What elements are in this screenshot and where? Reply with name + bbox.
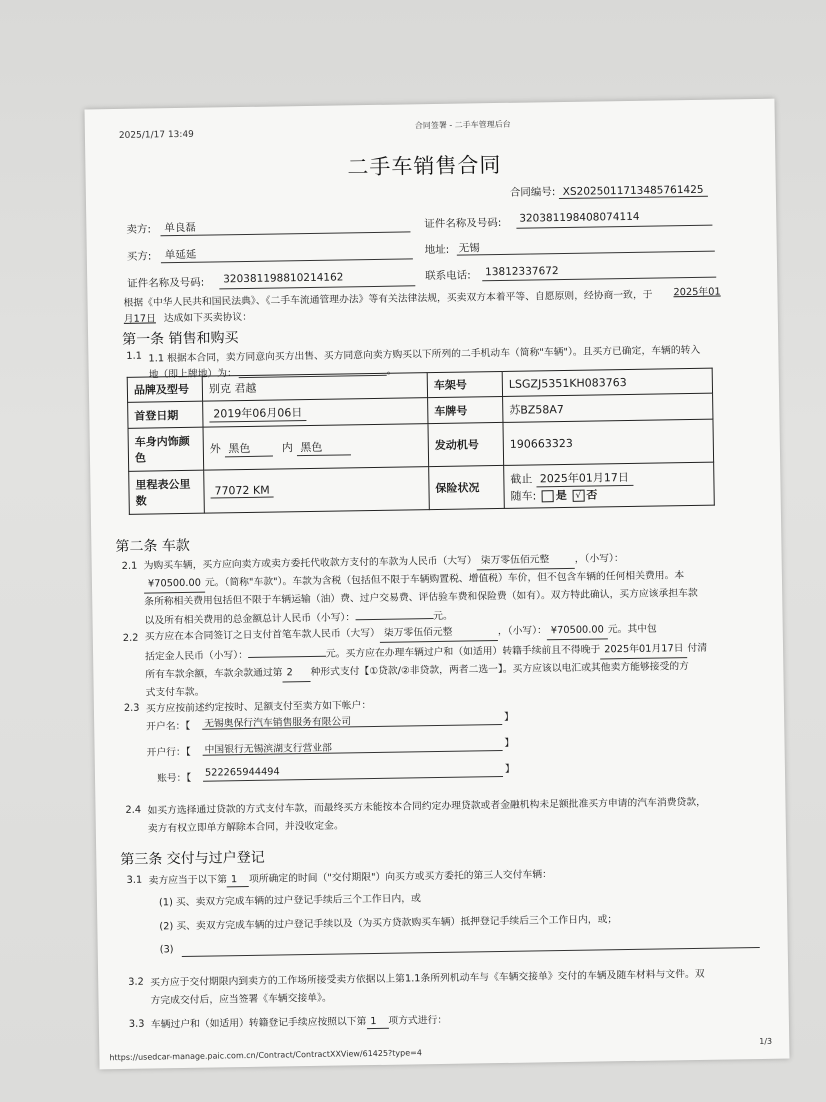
seller-id-number: 320381198408074114 bbox=[519, 210, 640, 225]
clause-2-2-e: 元。买方应在办理车辆过户和（如适用）转籍手续前且不得晚于 bbox=[325, 644, 601, 660]
clause-2-2-b: ，（小写）： bbox=[497, 625, 547, 638]
account-number: 522265944494 bbox=[204, 766, 280, 779]
clause-3-2-text-2: 方完成交付后，应当签署《车辆交接单》。 bbox=[150, 992, 332, 1007]
clause-2-1-d: 条所称相关费用包括但不限于车辆运输（油）费、过户交易费、评估验车费和保险费（如有）。双方特此确认，买方应该承担车款 bbox=[144, 587, 698, 608]
plate-label: 车牌号 bbox=[428, 396, 503, 423]
clause-2-1-b: ，（小写）： bbox=[574, 553, 624, 565]
table-row bbox=[129, 462, 715, 514]
seller-id-underline bbox=[516, 225, 712, 229]
clause-2-4-text: 如买方选择通过贷款的方式支付车款，而最终买方未能按本合同约定办理贷款或者金融机构未足额批准买方申请的汽车消费贷款， bbox=[147, 796, 706, 817]
preamble-date-2: 月17日 bbox=[123, 313, 156, 325]
delivery-option-2: (2) 买、卖双方完成车辆的过户登记手续以及（为买方贷款购买车辆）抵押登记手续后三个工作日内，或； bbox=[159, 914, 618, 933]
clause-2-2-i: 式支付车款。 bbox=[145, 686, 205, 699]
insurance-cell bbox=[504, 462, 715, 508]
account-name-close: 】 bbox=[504, 711, 514, 723]
clause-2-1-f: 元。 bbox=[433, 610, 453, 623]
reg-date-label: 首登日期 bbox=[128, 401, 203, 428]
contract-number-label: 合同编号: bbox=[509, 186, 556, 199]
footer-url: https://usedcar-manage.paic.com.cn/Contract/ContractXXView/61425?type=4 bbox=[109, 1048, 422, 1063]
clause-3-1-b: 项所确定的时间（"交付期限"）向买方或买方委托的第三人交付车辆： bbox=[248, 869, 552, 885]
exterior-color: 黑色 bbox=[224, 439, 272, 457]
clause-2-1-e: 以及所有相关费用的总金额总计人民币（小写）： bbox=[144, 612, 356, 627]
engine-value: 190663323 bbox=[503, 419, 714, 465]
vin-label: 车架号 bbox=[427, 371, 502, 397]
buyer-phone-label: 联系电话: bbox=[425, 269, 471, 283]
deposit-blank bbox=[248, 644, 326, 658]
seller-id-label: 证件名称及号码: bbox=[424, 216, 502, 231]
mileage-value: 77072 KM bbox=[210, 484, 273, 499]
insurance-label: 保险状况 bbox=[429, 465, 505, 509]
buyer-phone: 13812337672 bbox=[485, 265, 559, 279]
clause-2-4-text-2: 卖方有权立即单方解除本合同，并没收定金。 bbox=[147, 820, 344, 835]
payment-option: 2 bbox=[282, 664, 310, 682]
clause-2-2-f: 付清 bbox=[687, 642, 708, 655]
account-name: 无锡奥保行汽车销售服务有限公司 bbox=[204, 716, 352, 730]
plate-value: 苏BZ58A7 bbox=[503, 393, 713, 422]
contract-number-value: XS2025011713485761425 bbox=[559, 184, 708, 199]
no-checkbox: √ bbox=[572, 489, 584, 501]
brand-value: 别克 君越 bbox=[202, 373, 427, 402]
contract-number bbox=[510, 182, 708, 200]
clause-2-2-a: 买方应在本合同签订之日支付首笔车款人民币（大写） bbox=[144, 627, 380, 643]
insurance-until-label: 截止 bbox=[510, 471, 533, 486]
clause-3-3-a: 车辆过户和（如适用）转籍登记手续应按照以下第 bbox=[150, 1016, 367, 1031]
print-datetime: 2025/1/17 13:49 bbox=[118, 129, 194, 141]
seller-name-underline bbox=[160, 231, 410, 236]
vin-value: LSGZJ5351KH083763 bbox=[502, 368, 712, 396]
price-lower: ¥70500.00 bbox=[144, 575, 205, 594]
clause-3-2-text: 买方应于交付期限内到卖方的工作场所接受卖方依据以上第1.1条所列机动车与《车辆交接单》交付的车辆及随车材料与文件。双 bbox=[150, 968, 705, 989]
first-pay-lower: ¥70500.00 bbox=[547, 621, 608, 640]
price-upper: 柒万零伍佰元整 bbox=[477, 551, 575, 571]
preamble-text: 根据《中华人民共和国民法典》、《二手车流通管理办法》等有关法律法规，买卖双方本着平等、自愿原则，经协商一致，于 bbox=[123, 289, 653, 309]
interior-label: 内 bbox=[281, 440, 293, 454]
buyer-address: 无锡 bbox=[458, 242, 480, 255]
clause-3-1-text bbox=[148, 866, 551, 888]
exterior-label: 外 bbox=[209, 441, 221, 456]
interior-color: 黑色 bbox=[296, 438, 350, 456]
color-label: 车身内饰颜色 bbox=[128, 427, 204, 471]
clause-2-1-a: 为购买车辆，买方应向卖方或卖方委托代收款方支付的车款为人民币（大写） bbox=[143, 555, 477, 572]
delivery-option-3-underline bbox=[182, 947, 760, 957]
account-number-close: 】 bbox=[504, 763, 515, 775]
clause-1-1-text: 1.1 根据本合同，卖方同意向买方出售、买方同意向卖方购买以下所列的二手机动车（简称"车辆"）。且买方已确定，车辆的转入 bbox=[148, 344, 701, 365]
color-cell bbox=[203, 424, 429, 471]
reg-date-value: 2019年06月06日 bbox=[209, 404, 306, 423]
bank-label: 开户行：【 bbox=[146, 746, 191, 759]
clause-2-2-g: 所有车款余额，车款余款通过第 bbox=[145, 667, 283, 681]
delivery-option: 1 bbox=[227, 874, 249, 887]
seller-label: 卖方: bbox=[126, 223, 152, 236]
mileage-label: 里程表公里数 bbox=[129, 470, 205, 514]
insurance-until-date: 2025年01月17日 bbox=[536, 468, 633, 487]
seller-name: 单良磊 bbox=[164, 221, 196, 235]
document-title: 二手车销售合同 bbox=[347, 152, 502, 180]
buyer-address-underline bbox=[457, 251, 715, 256]
total-amount-blank bbox=[355, 606, 433, 620]
with-car bbox=[510, 484, 707, 503]
buyer-name: 单延延 bbox=[164, 248, 197, 262]
yes-label: 是 bbox=[555, 488, 567, 502]
clause-2-1-text bbox=[144, 548, 757, 630]
article-1-title: 第一条 销售和购买 bbox=[122, 330, 239, 348]
buyer-id-number: 320381198810214162 bbox=[223, 271, 344, 286]
no-label: 否 bbox=[586, 487, 598, 502]
clause-1-1-text-2: 地（即上牌地）为： bbox=[148, 368, 237, 381]
buyer-id-label: 证件名称及号码: bbox=[127, 276, 205, 290]
clause-2-1-c: 元。（简称"车款"）。车款为含税（包括但不限于车辆购置税、增值税）车价，但不包含车辆的任何相关费用。本 bbox=[204, 570, 685, 589]
clause-3-1-a: 卖方应当于以下第 bbox=[148, 874, 228, 887]
clause-2-2-text bbox=[145, 619, 758, 702]
clause-3-3-b: 项方式进行： bbox=[388, 1014, 448, 1027]
bank-name: 中国银行无锡滨湖支行营业部 bbox=[204, 742, 333, 756]
article-2-title: 第二条 车款 bbox=[115, 537, 190, 556]
buyer-address-label: 地址: bbox=[424, 243, 450, 257]
print-page-title: 合同签署 - 二手车管理后台 bbox=[414, 119, 511, 131]
clause-3-1-number: 3.1 bbox=[126, 874, 143, 886]
account-name-label: 开户名：【 bbox=[146, 720, 191, 733]
clause-2-4-number: 2.4 bbox=[125, 804, 142, 816]
first-pay-upper: 柒万零伍佰元整 bbox=[380, 623, 498, 643]
article-3-title: 第三条 交付与过户登记 bbox=[120, 849, 265, 869]
mileage-cell bbox=[204, 467, 430, 514]
clause-3-3-text bbox=[151, 1012, 448, 1033]
clause-2-2-c: 元。其中包 bbox=[607, 623, 657, 636]
reg-date-cell bbox=[203, 398, 428, 428]
engine-label: 发动机号 bbox=[428, 422, 504, 466]
final-pay-date: 2025年01月17日 bbox=[600, 640, 688, 659]
account-number-label: 账号：【 bbox=[156, 772, 192, 785]
contract-page bbox=[85, 99, 790, 1070]
clause-2-1-number: 2.1 bbox=[121, 560, 138, 572]
footer-page-number: 1/3 bbox=[759, 1036, 773, 1046]
clause-2-3-number: 2.3 bbox=[123, 702, 140, 714]
clause-1-1-end: 。 bbox=[386, 365, 397, 377]
preamble-tail: 达成如下买卖协议： bbox=[163, 311, 253, 325]
bank-close: 】 bbox=[504, 737, 515, 749]
clause-3-3-number: 3.3 bbox=[128, 1018, 145, 1030]
clause-1-1-number: 1.1 bbox=[126, 350, 143, 362]
delivery-option-3: (3) bbox=[159, 944, 174, 956]
clause-2-3-text: 买方应按前述约定按时、足额支付至卖方如下帐户： bbox=[145, 700, 372, 715]
vehicle-info-table bbox=[127, 368, 715, 515]
clause-2-2-h: 种形式支付【①贷款/②非贷款，两者二选一】。买方应该以电汇或其他卖方能够接受的方 bbox=[310, 661, 690, 678]
brand-label: 品牌及型号 bbox=[127, 376, 202, 402]
clause-2-2-d: 括定金人民币（小写）： bbox=[145, 649, 249, 663]
buyer-label: 买方: bbox=[126, 250, 152, 263]
with-car-label: 随车: bbox=[510, 488, 537, 503]
clause-3-2-number: 3.2 bbox=[128, 976, 144, 988]
buyer-name-underline bbox=[161, 258, 413, 263]
delivery-option-1: (1) 买、卖双方完成车辆的过户登记手续后三个工作日内，或 bbox=[158, 893, 421, 909]
buyer-id-underline bbox=[219, 285, 415, 289]
preamble-date-1: 2025年01 bbox=[673, 286, 721, 299]
transfer-option: 1 bbox=[366, 1016, 388, 1029]
yes-checkbox bbox=[542, 490, 554, 502]
clause-2-2-number: 2.2 bbox=[122, 632, 139, 644]
